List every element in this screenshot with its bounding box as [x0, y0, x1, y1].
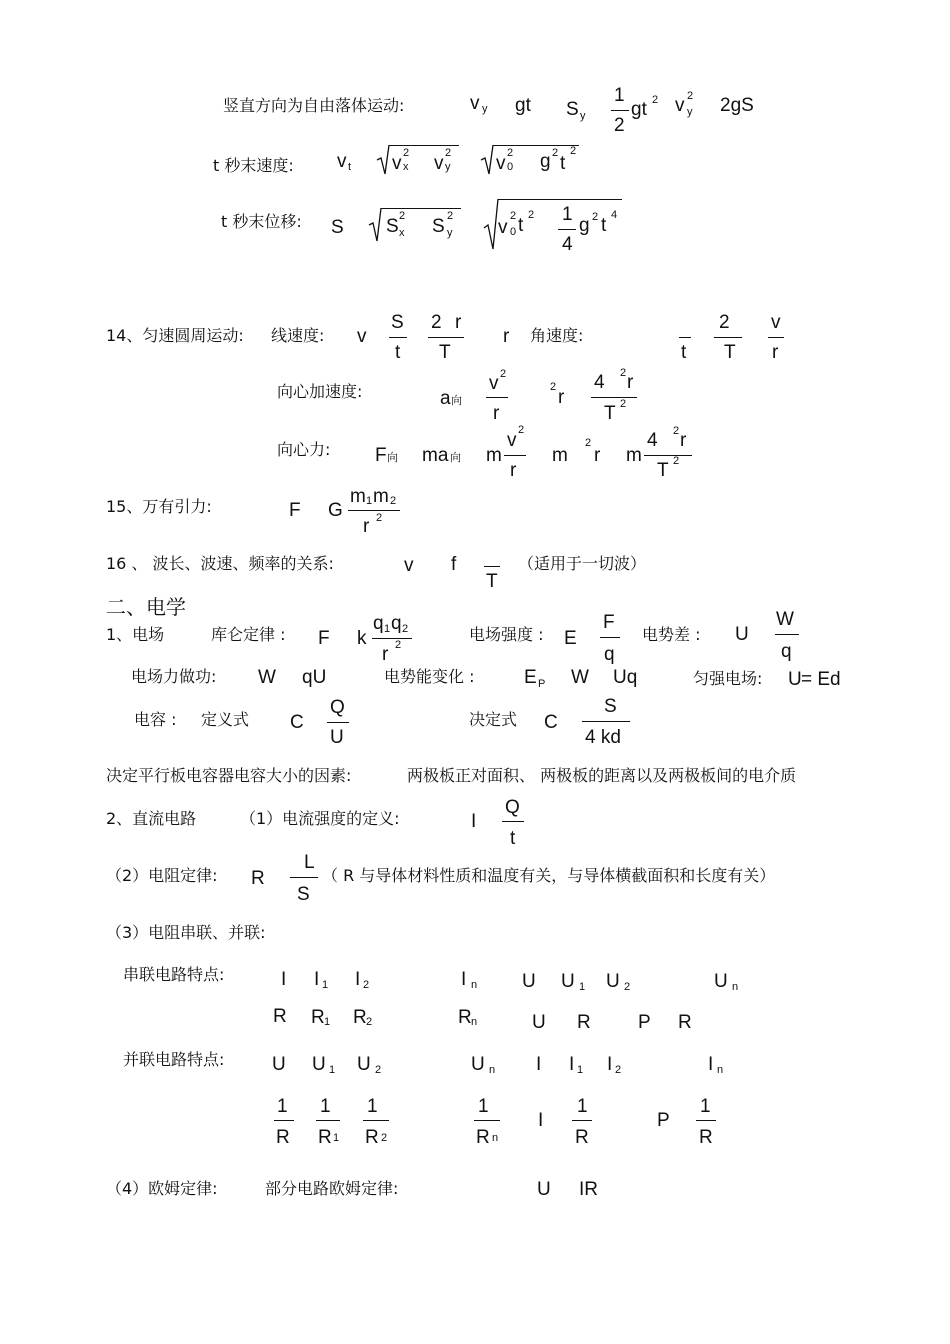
symbol-m: m: [626, 445, 642, 466]
symbol-r: r: [594, 445, 601, 466]
field-work-label: 电场力做功:: [131, 667, 217, 686]
symbol-I: I: [471, 811, 477, 832]
symbol-gt: gt: [515, 95, 531, 116]
fraction-denominator: r: [493, 403, 500, 424]
fraction-bar: [591, 397, 637, 398]
fraction-denominator: 4 kd: [585, 727, 621, 748]
subscript-xiang: 向: [387, 452, 398, 464]
fraction-bar: [775, 634, 799, 635]
symbol-t: t: [518, 215, 524, 236]
capacitor-factors-text: 两极板正对面积、 两极板的距离以及两极板间的电介质: [407, 766, 797, 785]
subscript-0: 0: [510, 226, 517, 238]
symbol-R: R: [577, 1012, 591, 1033]
symbol-U: U: [735, 624, 749, 645]
symbol-v: v: [498, 217, 508, 238]
fraction-bar: [572, 1120, 592, 1121]
subscript-P: P: [538, 678, 546, 690]
fraction-denominator: T: [724, 342, 736, 363]
fraction-denominator: r: [363, 516, 370, 537]
symbol-R: R: [678, 1012, 692, 1033]
superscript-2: 2: [376, 512, 383, 524]
subscript-xiang: 向: [451, 395, 462, 407]
field-intensity-label: 电场强度 :: [469, 625, 544, 644]
symbol-U: U: [788, 669, 802, 690]
symbol-v: v: [357, 326, 367, 347]
symbol-gt: gt: [631, 99, 647, 120]
ohm-law-label: （4）欧姆定律:: [106, 1179, 218, 1198]
sqrt-bar: [493, 145, 579, 146]
symbol-Ed: = Ed: [801, 669, 841, 690]
superscript-2: 2: [652, 94, 659, 106]
fraction-numerator: 1: [700, 1096, 711, 1117]
superscript-2: 2: [687, 90, 694, 102]
fraction-denominator: t: [510, 828, 516, 849]
symbol-U: U: [532, 1012, 546, 1033]
symbol-I: I: [536, 1054, 542, 1075]
symbol-a: a: [440, 388, 451, 409]
fraction-bar: [372, 638, 412, 639]
symbol-I: I: [569, 1054, 575, 1075]
fraction-denominator: r: [510, 460, 517, 481]
vertical-fall-label: 竖直方向为自由落体运动:: [223, 96, 405, 115]
fraction-numerator: 1: [367, 1096, 378, 1117]
fraction-numerator: S: [604, 696, 617, 717]
symbol-I: I: [355, 969, 361, 990]
subscript-y: y: [580, 110, 586, 122]
fraction-denominator: t: [681, 342, 687, 363]
symbol-U: U: [561, 971, 575, 992]
symbol-P: P: [638, 1012, 651, 1033]
symbol-U: U: [312, 1054, 326, 1075]
fraction-denominator: R: [476, 1127, 490, 1148]
potential-difference-label: 电势差 :: [642, 625, 701, 644]
symbol-R: R: [311, 1007, 325, 1028]
subscript-2: 2: [366, 1016, 373, 1028]
linear-velocity-label: 线速度:: [271, 326, 325, 345]
subscript-2: 2: [402, 623, 409, 635]
series-circuit-label: 串联电路特点:: [123, 965, 225, 984]
fraction-bar: [484, 566, 500, 567]
fraction-numerator: 1: [562, 204, 573, 225]
symbol-W: W: [258, 667, 276, 688]
circular-motion-heading: 14、匀速圆周运动:: [106, 326, 244, 345]
fraction-denominator: R: [318, 1127, 332, 1148]
symbol-v: v: [404, 555, 414, 576]
fraction-numerator: F: [603, 612, 615, 633]
symbol-R: R: [458, 1007, 472, 1028]
fraction-bar: [428, 337, 464, 338]
superscript-2: 2: [552, 147, 559, 159]
symbol-m: m: [486, 445, 502, 466]
symbol-U: U: [357, 1054, 371, 1075]
fraction-denominator: q: [604, 644, 615, 665]
symbol-v: v: [470, 93, 480, 114]
fraction-denominator: 2: [614, 115, 625, 136]
fraction-numerator: r: [455, 312, 462, 333]
fraction-numerator: 2: [719, 312, 730, 333]
sqrt-bar: [498, 199, 622, 200]
fraction-denominator: r: [382, 644, 389, 665]
fraction-numerator: 1: [277, 1096, 288, 1117]
superscript-2: 2: [518, 424, 525, 436]
subscript-1: 1: [329, 1064, 336, 1076]
subscript-1: 1: [324, 1016, 331, 1028]
subscript-n: n: [492, 1132, 499, 1144]
symbol-v: v: [392, 153, 402, 174]
symbol-ma: ma: [422, 445, 449, 466]
dc-circuit-heading: 2、直流电路: [106, 809, 197, 828]
wave-heading: 16 、 波长、波速、频率的关系:: [106, 554, 334, 573]
symbol-I: I: [461, 969, 467, 990]
centripetal-acceleration-label: 向心加速度:: [277, 382, 363, 401]
symbol-U: U: [272, 1054, 286, 1075]
parallel-circuit-label: 并联电路特点:: [123, 1050, 225, 1069]
fraction-numerator: Q: [330, 697, 345, 718]
symbol-E: E: [524, 667, 537, 688]
subscript-x: x: [399, 227, 405, 239]
subscript-y: y: [447, 227, 453, 239]
fraction-numerator: v: [489, 373, 499, 394]
symbol-v: v: [337, 151, 347, 172]
fraction-bar: [768, 337, 784, 338]
symbol-U: U: [537, 1179, 551, 1200]
subscript-0: 0: [507, 161, 514, 173]
fraction-denominator: T: [657, 460, 669, 481]
fraction-numerator: r: [627, 372, 634, 393]
current-definition-label: （1）电流强度的定义:: [240, 809, 400, 828]
fraction-bar: [316, 1120, 340, 1121]
symbol-I: I: [607, 1054, 613, 1075]
t-second-displacement-label: t 秒末位移:: [221, 212, 302, 231]
subscript-2: 2: [381, 1132, 388, 1144]
electricity-heading: 二、电学: [106, 595, 186, 619]
superscript-2: 2: [500, 368, 507, 380]
series-parallel-label: （3）电阻串联、并联:: [106, 923, 266, 942]
fraction-bar: [696, 1120, 716, 1121]
fraction-bar: [611, 110, 629, 111]
symbol-R: R: [353, 1007, 367, 1028]
symbol-F: F: [289, 500, 301, 521]
superscript-2: 2: [620, 367, 627, 379]
superscript-2: 2: [550, 381, 557, 393]
symbol-v: v: [434, 153, 444, 174]
symbol-U: U: [714, 971, 728, 992]
subscript-n: n: [732, 981, 739, 993]
subscript-n: n: [471, 1016, 478, 1028]
fraction-denominator: R: [575, 1127, 589, 1148]
superscript-2: 2: [445, 147, 452, 159]
symbol-r: r: [503, 326, 510, 347]
symbol-I: I: [708, 1054, 714, 1075]
symbol-F: F: [318, 628, 330, 649]
angular-velocity-label: 角速度:: [530, 326, 584, 345]
fraction-bar: [486, 397, 508, 398]
gravitation-heading: 15、万有引力:: [106, 497, 212, 516]
resistance-law-label: （2）电阻定律:: [106, 866, 218, 885]
subscript-1: 1: [577, 1064, 584, 1076]
sqrt-sign: [377, 144, 389, 176]
fraction-denominator: R: [276, 1127, 290, 1148]
symbol-t: t: [601, 215, 607, 236]
wave-note: （适用于一切波）: [518, 554, 647, 573]
sqrt-sign: [481, 144, 493, 176]
superscript-2: 2: [570, 145, 577, 157]
fraction-denominator: T: [604, 403, 616, 424]
symbol-I: I: [281, 969, 287, 990]
fraction-denominator: U: [330, 727, 344, 748]
fraction-denominator: q: [781, 641, 792, 662]
subscript-2: 2: [390, 495, 397, 507]
superscript-2: 2: [673, 455, 680, 467]
superscript-2: 2: [528, 209, 535, 221]
fraction-denominator: T: [486, 571, 498, 592]
fraction-numerator: v: [771, 312, 781, 333]
symbol-qU: qU: [302, 667, 327, 688]
symbol-f: f: [451, 554, 457, 575]
subscript-x: x: [403, 161, 409, 173]
superscript-2: 2: [507, 147, 514, 159]
sqrt-sign: [484, 198, 498, 250]
symbol-t: t: [560, 153, 566, 174]
symbol-m: m: [552, 445, 568, 466]
symbol-S: S: [566, 99, 579, 120]
symbol-v: v: [675, 95, 685, 116]
symbol-R: R: [251, 868, 265, 889]
symbol-g: g: [579, 215, 590, 236]
symbol-W: W: [571, 667, 589, 688]
superscript-2: 2: [620, 398, 627, 410]
subscript-2: 2: [624, 981, 631, 993]
fraction-bar: [327, 722, 349, 723]
subscript-1: 1: [366, 495, 373, 507]
fraction-denominator: R: [365, 1127, 379, 1148]
superscript-2: 2: [592, 211, 599, 223]
fraction-bar: [558, 229, 576, 230]
fraction-denominator: r: [772, 342, 779, 363]
fraction-numerator: 1: [320, 1096, 331, 1117]
subscript-2: 2: [375, 1064, 382, 1076]
symbol-r: r: [558, 387, 565, 408]
subscript-2: 2: [615, 1064, 622, 1076]
superscript-2: 2: [673, 425, 680, 437]
fraction-bar: [474, 1120, 500, 1121]
superscript-2: 2: [510, 210, 517, 222]
definition-label: 定义式: [201, 710, 250, 729]
sqrt-bar: [381, 208, 461, 209]
symbol-R: R: [273, 1006, 287, 1027]
fraction-numerator: r: [680, 430, 687, 451]
subscript-n: n: [489, 1064, 496, 1076]
subscript-y: y: [482, 103, 488, 115]
t-second-speed-label: t 秒末速度:: [213, 156, 294, 175]
potential-energy-label: 电势能变化 :: [384, 667, 475, 686]
fraction-denominator: T: [439, 342, 451, 363]
fraction-bar: [290, 877, 318, 878]
superscript-2: 2: [585, 437, 592, 449]
superscript-4: 4: [611, 209, 618, 221]
fraction-denominator: S: [297, 884, 310, 905]
fraction-bar: [679, 337, 691, 338]
fraction-numerator: 1: [478, 1096, 489, 1117]
fraction-bar: [363, 1120, 389, 1121]
symbol-IR: IR: [579, 1179, 598, 1200]
subscript-1: 1: [333, 1132, 340, 1144]
symbol-F: F: [375, 445, 387, 466]
centripetal-force-label: 向心力:: [277, 440, 331, 459]
subscript-y: y: [445, 161, 451, 173]
resistance-note: （ R 与导体材料性质和温度有关，与导体横截面积和长度有关）: [322, 866, 776, 885]
electric-field-heading: 1、电场: [106, 625, 165, 644]
fraction-numerator: m: [373, 486, 389, 507]
partial-circuit-ohm-label: 部分电路欧姆定律:: [265, 1179, 399, 1198]
symbol-S: S: [331, 217, 344, 238]
fraction-bar: [582, 721, 630, 722]
fraction-bar: [600, 637, 620, 638]
fraction-numerator: S: [391, 312, 404, 333]
symbol-S: S: [386, 216, 399, 237]
fraction-bar: [389, 337, 407, 338]
subscript-n: n: [471, 979, 478, 991]
fraction-numerator: W: [776, 609, 794, 630]
fraction-numerator: Q: [505, 797, 520, 818]
symbol-U: U: [606, 971, 620, 992]
fraction-denominator: 4: [562, 234, 573, 255]
sqrt-sign: [369, 207, 381, 243]
subscript-2: 2: [363, 979, 370, 991]
symbol-P: P: [657, 1110, 670, 1131]
fraction-bar: [274, 1120, 294, 1121]
determining-label: 决定式: [469, 710, 518, 729]
fraction-denominator: R: [699, 1127, 713, 1148]
symbol-v: v: [496, 153, 506, 174]
subscript-n: n: [717, 1064, 724, 1076]
fraction-numerator: 4: [594, 372, 605, 393]
fraction-numerator: m: [350, 486, 366, 507]
symbol-U: U: [522, 971, 536, 992]
fraction-numerator: 1: [614, 85, 625, 106]
uniform-field-label: 匀强电场:: [693, 669, 763, 688]
fraction-numerator: 4: [647, 430, 658, 451]
subscript-t: t: [348, 161, 352, 173]
superscript-2: 2: [395, 639, 402, 651]
fraction-bar: [644, 455, 692, 456]
fraction-bar: [502, 821, 524, 822]
fraction-numerator: q: [391, 613, 402, 634]
symbol-I: I: [314, 969, 320, 990]
fraction-denominator: t: [395, 342, 401, 363]
symbol-2gS: 2gS: [720, 95, 754, 116]
subscript-1: 1: [579, 981, 586, 993]
superscript-2: 2: [447, 210, 454, 222]
subscript-1: 1: [384, 623, 391, 635]
fraction-bar: [504, 455, 526, 456]
coulomb-law-label: 库仑定律 :: [211, 625, 286, 644]
sqrt-bar: [389, 145, 459, 146]
subscript-xiang: 向: [450, 452, 461, 464]
symbol-E: E: [564, 628, 577, 649]
symbol-I: I: [538, 1110, 544, 1131]
symbol-G: G: [328, 500, 343, 521]
capacitance-label: 电容 :: [134, 710, 177, 729]
symbol-Uq: Uq: [613, 667, 638, 688]
fraction-bar: [348, 510, 400, 511]
fraction-numerator: v: [507, 430, 517, 451]
symbol-C: C: [544, 712, 558, 733]
fraction-bar: [714, 337, 742, 338]
fraction-numerator: L: [304, 852, 315, 873]
symbol-k: k: [357, 628, 367, 649]
symbol-U: U: [471, 1054, 485, 1075]
symbol-g: g: [540, 151, 551, 172]
symbol-S: S: [432, 216, 445, 237]
fraction-numerator: q: [373, 613, 384, 634]
subscript-y: y: [687, 106, 693, 118]
subscript-1: 1: [322, 979, 329, 991]
capacitor-factors-label: 决定平行板电容器电容大小的因素:: [106, 766, 352, 785]
fraction-numerator: 1: [577, 1096, 588, 1117]
superscript-2: 2: [399, 210, 406, 222]
superscript-2: 2: [403, 147, 410, 159]
symbol-C: C: [290, 712, 304, 733]
fraction-numerator: 2: [431, 312, 442, 333]
